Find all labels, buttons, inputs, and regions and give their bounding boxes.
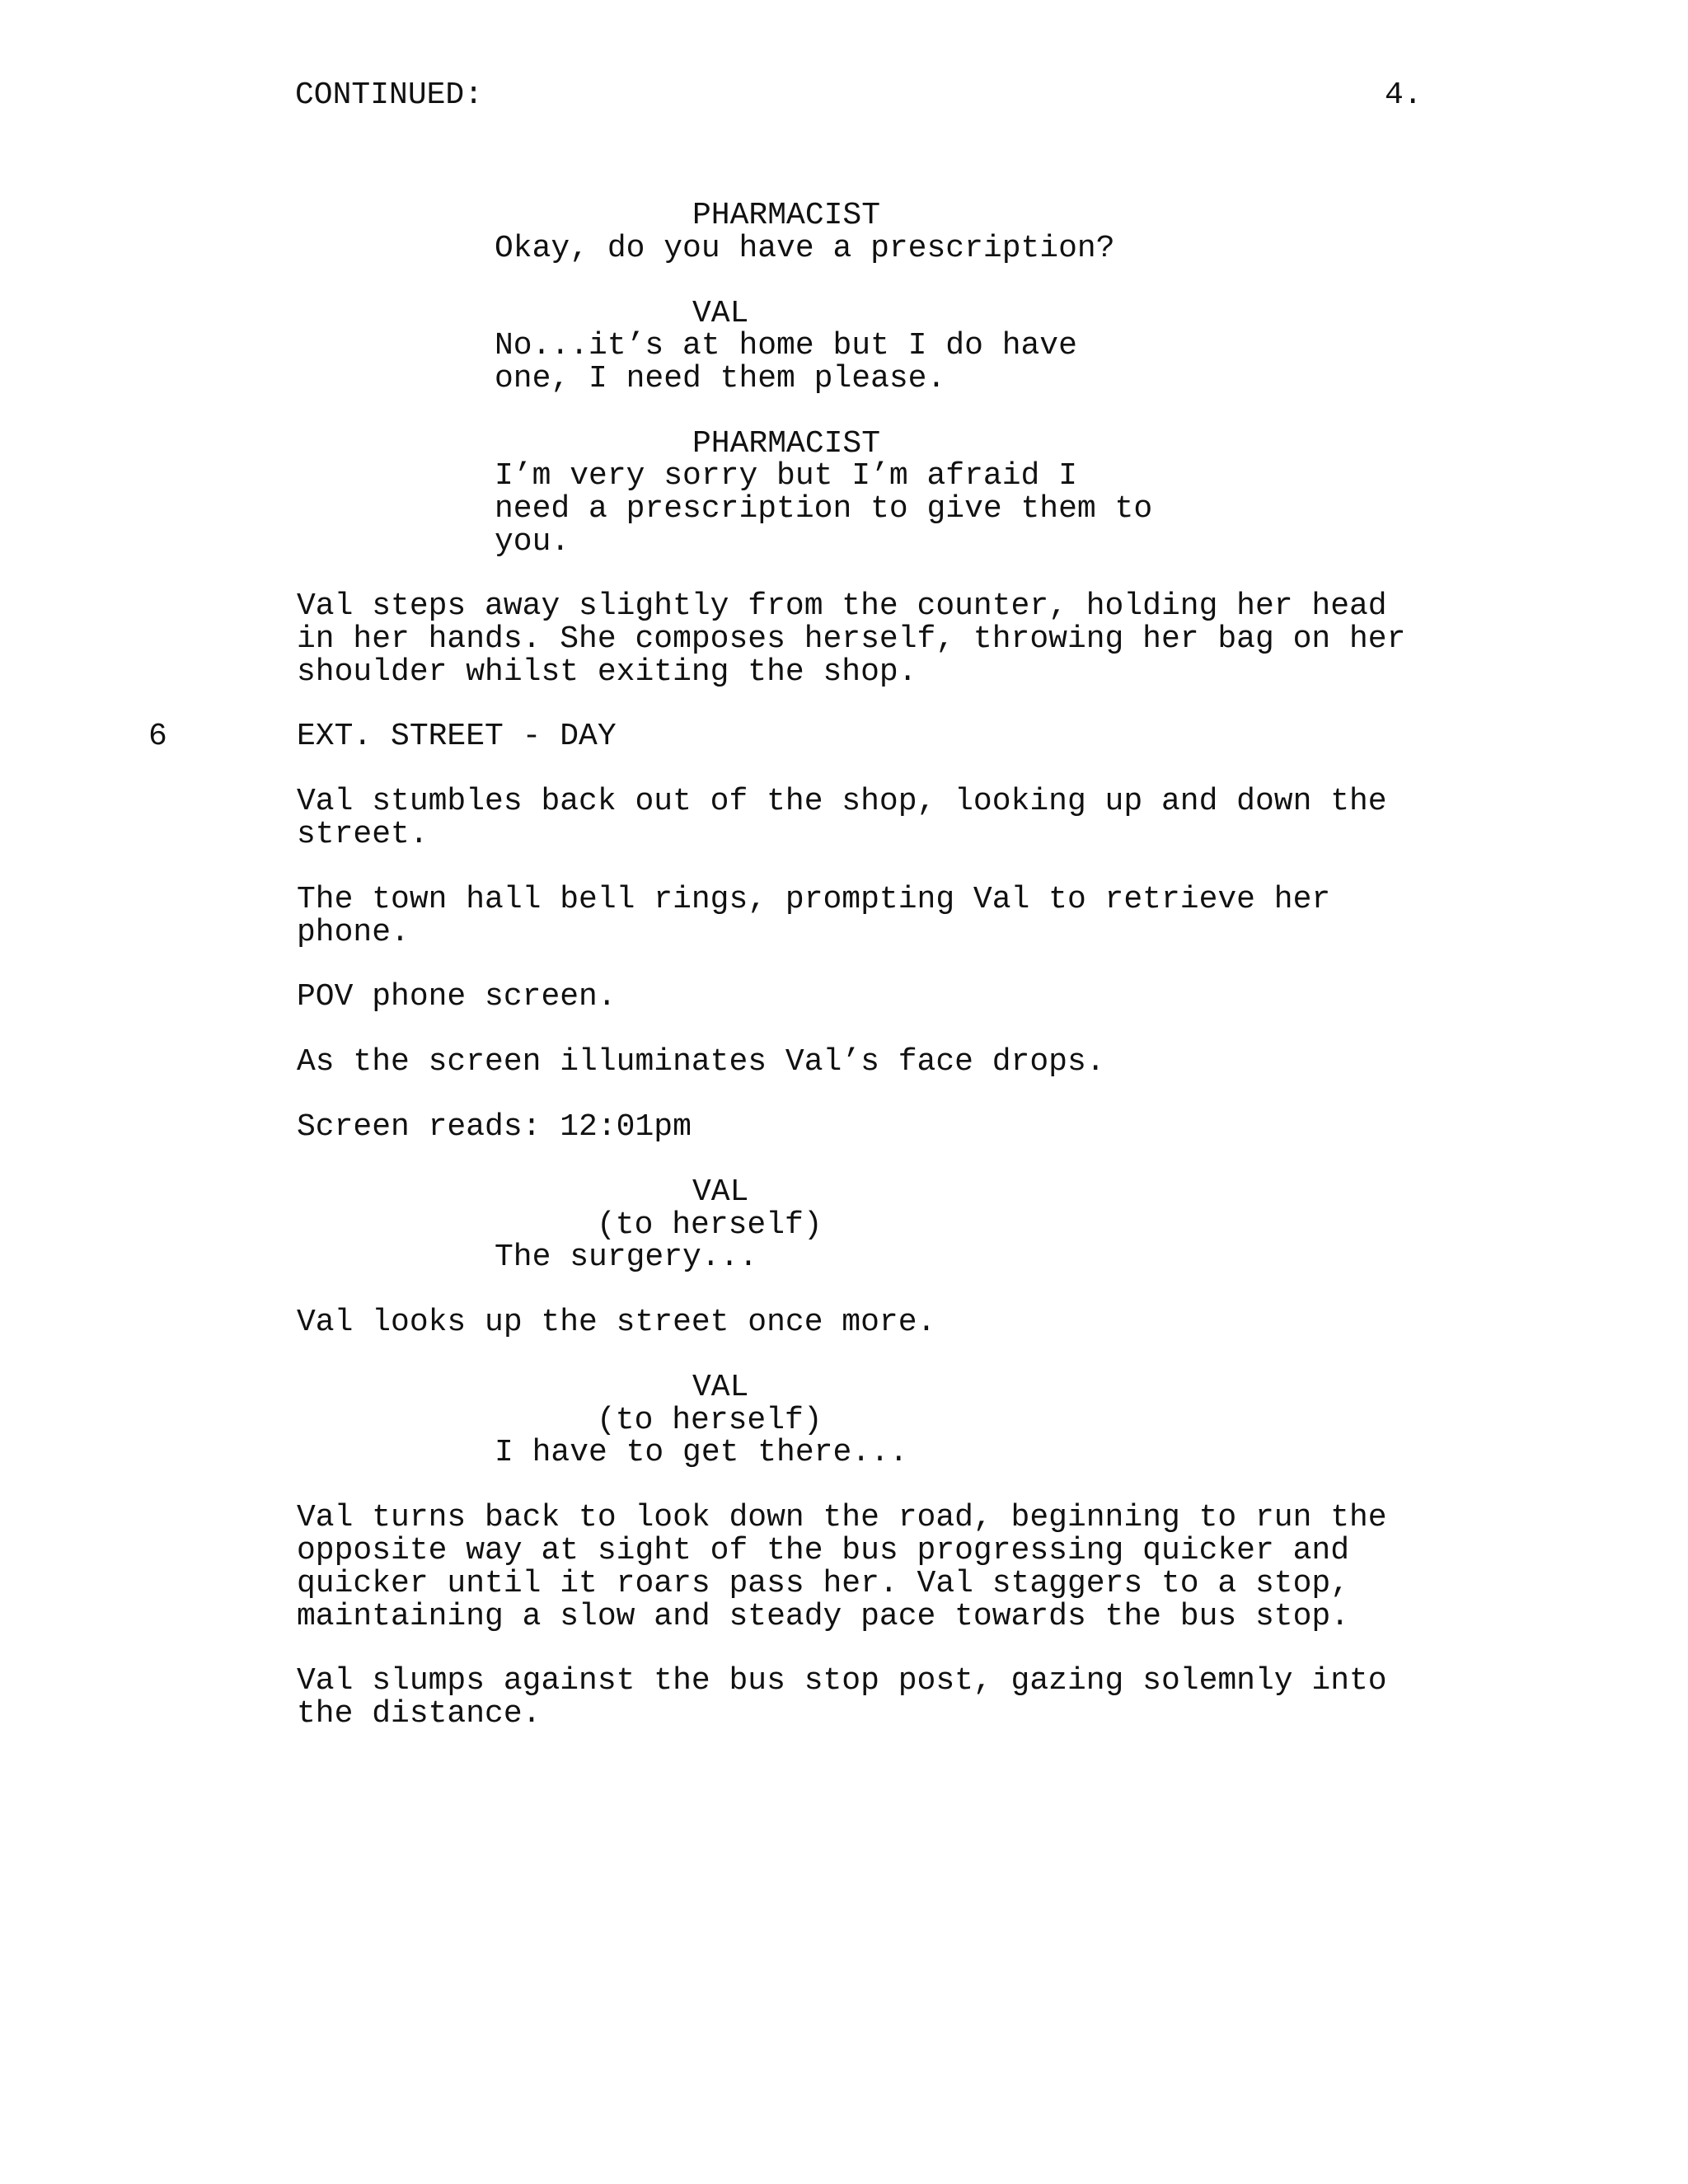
action-text: Screen reads: 12:01pm — [297, 1109, 692, 1145]
character-name: VAL — [692, 1370, 749, 1405]
action-text: The town hall bell rings, prompting Val to retrieve her phone. — [297, 882, 1331, 950]
dialogue: The surgery... — [495, 1240, 758, 1275]
action-text: Val turns back to look down the road, beginning to run the opposite way at sight of the bus progressing quicker and quicker until it roars pass her. Val staggers to a stop, maintaining a slow and steady pace towards the bus stop. — [297, 1500, 1387, 1634]
character-name: PHARMACIST — [692, 426, 881, 462]
parenthetical: (to herself) — [597, 1403, 823, 1438]
action-text: Val slumps against the bus stop post, gazing solemnly into the distance. — [297, 1663, 1387, 1732]
continued-label: CONTINUED: — [295, 77, 484, 113]
action-text: Val stumbles back out of the shop, looking up and down the street. — [297, 784, 1387, 852]
character-name: VAL — [692, 1174, 749, 1210]
dialogue: I have to get there... — [495, 1435, 908, 1470]
page-number: 4. — [1385, 77, 1423, 113]
dialogue: No...it’s at home but I do have one, I need them please. — [495, 328, 1077, 396]
character-name: PHARMACIST — [692, 198, 881, 233]
character-name: VAL — [692, 296, 749, 331]
dialogue: I’m very sorry but I’m afraid I need a prescription to give them to you. — [495, 458, 1153, 560]
dialogue: Okay, do you have a prescription? — [495, 231, 1115, 266]
action-text: As the screen illuminates Val’s face drops. — [297, 1044, 1105, 1080]
parenthetical: (to herself) — [597, 1207, 823, 1243]
scene-heading: EXT. STREET - DAY — [297, 719, 617, 754]
scene-number: 6 — [148, 719, 167, 754]
action-text: Val steps away slightly from the counter, holding her head in her hands. She composes herself, throwing her bag on her shoulder whilst exiting the shop. — [297, 588, 1406, 690]
action-text: Val looks up the street once more. — [297, 1305, 936, 1340]
action-text: POV phone screen. — [297, 979, 617, 1015]
